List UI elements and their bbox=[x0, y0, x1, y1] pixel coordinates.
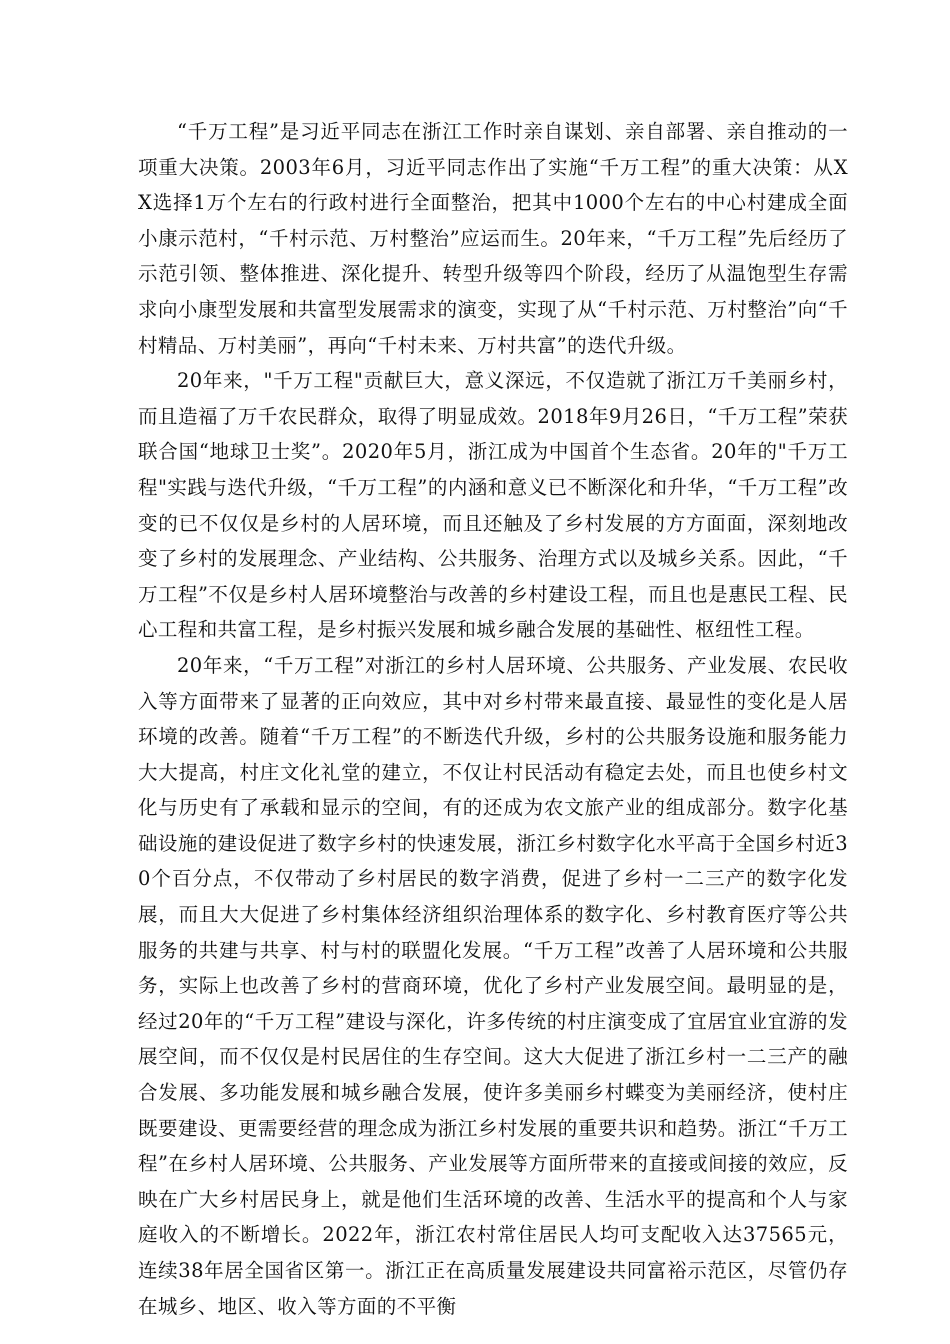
paragraph-3: 20年来，“千万工程”对浙江的乡村人居环境、公共服务、产业发展、农民收入等方面带来了显著的正向效应，其中对乡村带来最直接、最显性的变化是人居环境的改善。随着“千万工程”的不断迭代升级，乡村的公共服务设施和服务能力大大提高，村庄文化礼堂的建立，不仅让村民活动有稳定去处，而且也使乡村文化与历史有了承载和显示的空间，有的还成为农文旅产业的组成部分。数字化基础设施的建设促进了数字乡村的快速发展，浙江乡村数字化水平高于全国乡村近30个百分点，不仅带动了乡村居民的数字消费，促进了乡村一二三产的数字化发展，而且大大促进了乡村集体经济组织治理体系的数字化、乡村教育医疗等公共服务的共建与共享、村与村的联盟化发展。“千万工程”改善了人居环境和公共服务，实际上也改善了乡村的营商环境，优化了乡村产业发展空间。最明显的是，经过20年的“千万工程”建设与深化，许多传统的村庄演变成了宜居宜业宜游的发展空间，而不仅仅是村民居住的生存空间。这大大促进了浙江乡村一二三产的融合发展、多功能发展和城乡融合发展，使许多美丽乡村蝶变为美丽经济，使村庄既要建设、更需要经营的理念成为浙江乡村发展的重要共识和趋势。浙江“千万工程”在乡村人居环境、公共服务、产业发展等方面所带来的直接或间接的效应，反映在广大乡村居民身上，就是他们生活环境的改善、生活水平的提高和个人与家庭收入的不断增长。2022年，浙江农村常住居民人均可支配收入达37565元，连续38年居全国省区第一。浙江正在高质量发展建设共同富裕示范区，尽管仍存在城乡、地区、收入等方面的不平衡 bbox=[138, 653, 848, 1318]
paragraph-2: 20年来，"千万工程"贡献巨大，意义深远，不仅造就了浙江万千美丽乡村，而且造福了万千农民群众，取得了明显成效。2018年9月26日，“千万工程”荣获联合国“地球卫士奖”。2020年5月，浙江成为中国首个生态省。20年的"千万工程"实践与迭代升级，“千万工程”的内涵和意义已不断深化和升华，“千万工程”改变的已不仅仅是乡村的人居环境，而且还触及了乡村发展的方方面面，深刻地改变了乡村的发展理念、产业结构、公共服务、治理方式以及城乡关系。因此，“千万工程”不仅是乡村人居环境整治与改善的乡村建设工程，而且也是惠民工程、民心工程和共富工程，是乡村振兴发展和城乡融合发展的基础性、枢纽性工程。 bbox=[138, 369, 848, 642]
paragraph-1: “千万工程”是习近平同志在浙江工作时亲自谋划、亲自部署、亲自推动的一项重大决策。2003年6月，习近平同志作出了实施“千万工程”的重大决策：从XX选择1万个左右的行政村进行全面整治，把其中1000个左右的中心村建成全面小康示范村，“千村示范、万村整治”应运而生。20年来，“千万工程”先后经历了示范引领、整体推进、深化提升、转型升级等四个阶段，经历了从温饱型生存需求向小康型发展和共富型发展需求的演变，实现了从“千村示范、万村整治”向“千村精品、万村美丽”，再向“千村未来、万村共富”的迭代升级。 bbox=[138, 120, 848, 357]
document-body bbox=[138, 114, 848, 1324]
